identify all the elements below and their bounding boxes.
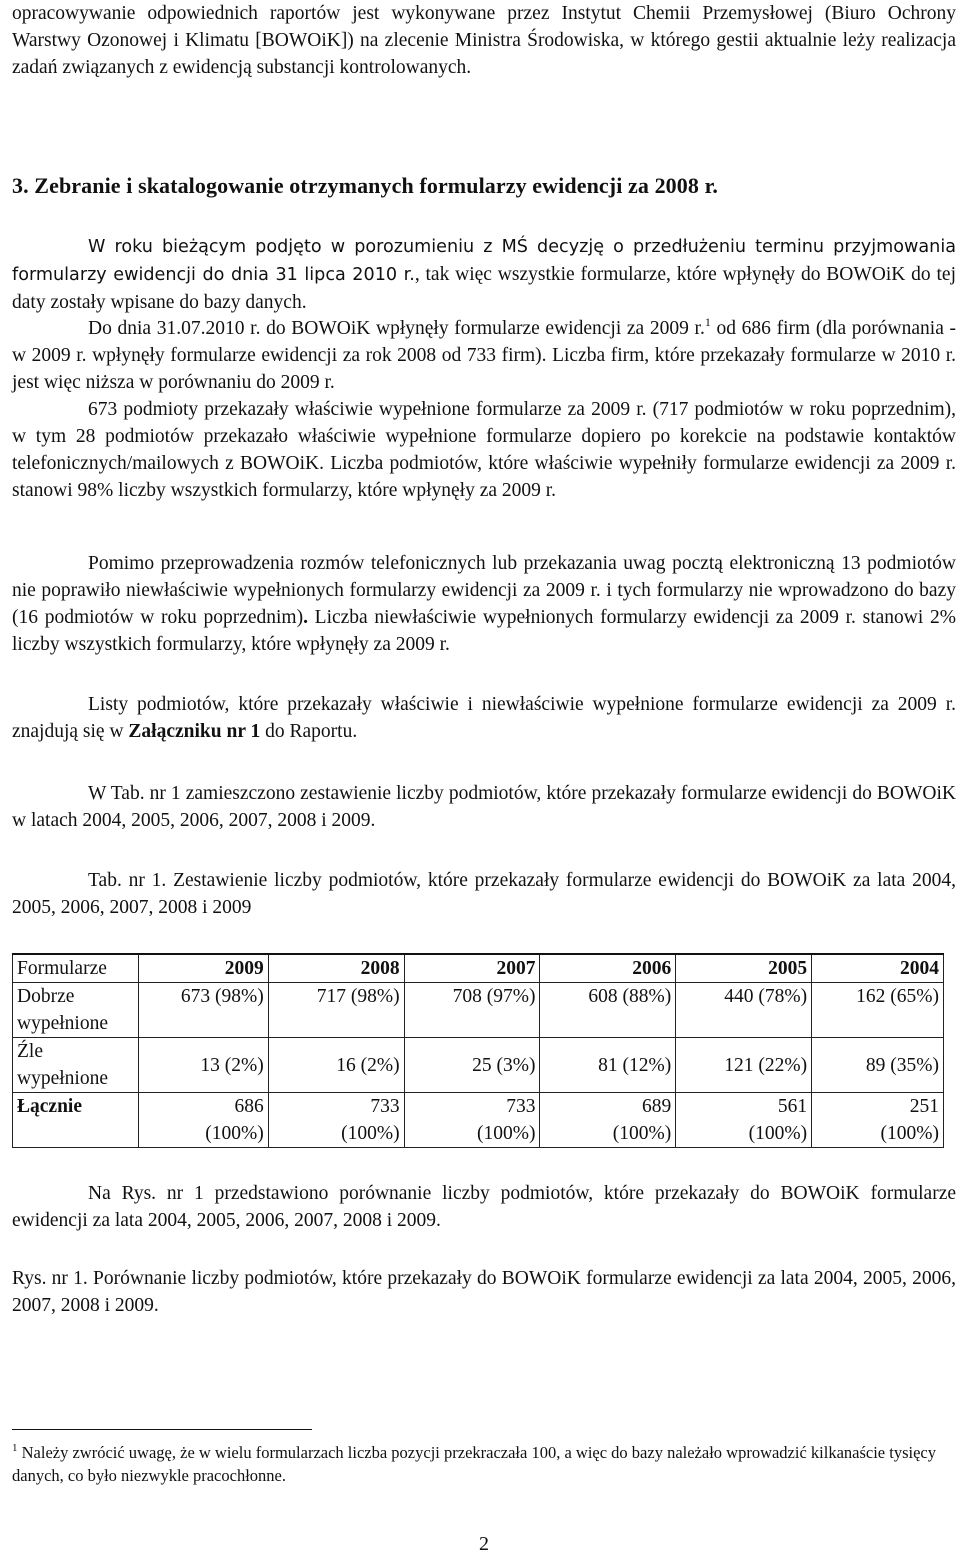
data-cell: 121 (22%) (676, 1038, 812, 1093)
footnote-number: 1 (12, 1442, 18, 1454)
total-percent: (100%) (880, 1123, 939, 1144)
total-cell (540, 1093, 676, 1148)
incorrect-forms-paragraph (12, 550, 956, 658)
section-heading: 3. Zebranie i skatalogowanie otrzymanych formularzy ewidencji za 2008 r. (12, 173, 719, 198)
deadline-paragraph (12, 234, 956, 317)
data-cell: 162 (65%) (812, 983, 944, 1038)
total-percent: (100%) (205, 1123, 264, 1144)
row-label-line: Źle (17, 1041, 43, 1062)
count-text-part1: Do dnia 31.07.2010 r. do BOWOiK wpłynęły formularze ewidencji za 2009 r. (88, 318, 705, 339)
total-cell (404, 1093, 540, 1148)
total-count: 733 (506, 1096, 536, 1117)
year-cell: 2008 (268, 954, 404, 983)
data-cell: 608 (88%) (540, 983, 676, 1038)
footnote-text: Należy zwrócić uwagę, że w wielu formularzach liczba pozycji przekraczała 100, a więc do bazy należało wprowadzić kilkanaście tysięcy danych, co było niezwykle pracochłonne. (12, 1443, 936, 1485)
total-label-cell: Łącznie (13, 1093, 139, 1148)
data-cell: 89 (35%) (812, 1038, 944, 1093)
data-cell: 440 (78%) (676, 983, 812, 1038)
table-row (13, 1038, 944, 1093)
incorrect-text-part2: Liczba niewłaściwie wypełnionych formularzy ewidencji za 2009 r. stanowi 2% liczby wszystkich formularzy, które wpłynęły za 2009 r. (12, 607, 956, 655)
figure-caption: Rys. nr 1. Porównanie liczby podmiotów, które przekazały do BOWOiK formularze ewidencji za lata 2004, 2005, 2006, 2007, 2008 i 2009. (12, 1268, 956, 1316)
count-text-part2: od 686 firm (dla porównania - w 2009 r. wpłynęły formularze ewidencji za rok 2008 od 733 firm). Liczba firm, które przekazały formularze w 2010 r. jest więc niższa w porównaniu do 2009 r. (12, 318, 957, 393)
total-count: 561 (777, 1096, 808, 1117)
table-header-row (13, 954, 944, 983)
table-caption: Tab. nr 1. Zestawienie liczby podmiotów, które przekazały formularze ewidencji do BOWOiK za lata 2004, 2005, 2006, 2007, 2008 i 2009 (12, 870, 956, 918)
data-cell: 673 (98%) (138, 983, 268, 1038)
total-cell (138, 1093, 268, 1148)
total-count: 689 (642, 1096, 672, 1117)
footnote-ref: 1 (704, 315, 711, 329)
row-label-line: Dobrze (17, 986, 75, 1007)
total-cell (268, 1093, 404, 1148)
count-paragraph (12, 315, 956, 396)
total-percent: (100%) (341, 1123, 400, 1144)
table-row (13, 983, 944, 1038)
forms-table (12, 953, 944, 1148)
year-cell: 2004 (812, 954, 944, 983)
year-cell: 2006 (540, 954, 676, 983)
total-percent: (100%) (476, 1123, 536, 1144)
row-label-cell (13, 983, 139, 1038)
total-count: 733 (370, 1096, 400, 1117)
incorrect-bold-dot: . (303, 607, 308, 628)
table-total-row (13, 1093, 944, 1148)
page-number: 2 (479, 1533, 489, 1555)
total-cell (812, 1093, 944, 1148)
data-cell: 13 (2%) (138, 1038, 268, 1093)
data-cell: 16 (2%) (268, 1038, 404, 1093)
year-cell: 2009 (138, 954, 268, 983)
header-label-cell: Formularze (13, 954, 139, 983)
intro-paragraph: opracowywanie odpowiednich raportów jest wykonywane przez Instytut Chemii Przemysłowej (Biuro Ochrony Warstwy Ozonowej i Klimatu [BOWOiK]) na zlecenie Ministra Środowiska, w którego gestii aktualnie leży realizacja zadań związanych z ewidencją substancji kontrolowanych. (12, 3, 956, 78)
data-cell: 708 (97%) (404, 983, 540, 1038)
total-count: 251 (909, 1096, 939, 1117)
lists-text-part2: do Raportu. (260, 721, 358, 742)
attachment-reference: Załączniku nr 1 (128, 721, 261, 742)
row-label-line: wypełnione (17, 1068, 108, 1089)
incorrect-text-part1: Pomimo przeprowadzenia rozmów telefonicznych lub przekazania uwag pocztą elektroniczną 13 podmiotów nie poprawiło niewłaściwie wypełnionych formularzy ewidencji za 2009 r. i tych formularzy nie wprowadzono do bazy (16 podmiotów w roku poprzednim) (12, 553, 956, 628)
row-label-cell (13, 1038, 139, 1093)
footnote (12, 1441, 956, 1487)
total-count: 686 (234, 1096, 264, 1117)
deadline-text-part1: W roku bieżącym podjęto w porozumieniu z MŚ decyzję o przedłużeniu terminu przyjmowania formularzy ewidencji do dnia 31 lipca 2010 r. (12, 237, 956, 285)
total-cell (676, 1093, 812, 1148)
year-cell: 2005 (676, 954, 812, 983)
row-label-line: wypełnione (17, 1013, 108, 1034)
lists-paragraph (12, 691, 956, 745)
data-cell: 717 (98%) (268, 983, 404, 1038)
deadline-text-part2: , tak więc wszystkie formularze, które wpłynęły do BOWOiK do tej daty zostały wpisane do bazy danych. (12, 264, 956, 313)
data-cell: 25 (3%) (404, 1038, 540, 1093)
footnote-divider (12, 1429, 312, 1430)
correct-forms-paragraph: 673 podmioty przekazały właściwie wypełnione formularze za 2009 r. (717 podmiotów w roku poprzednim), w tym 28 podmiotów przekazało właściwie wypełnione formularze dopiero po korekcie na podstawie kontaktów telefonicznych/mailowych z BOWOiK. Liczba podmiotów, które właściwie wypełniły formularze ewidencji za 2009 r. stanowi 98% liczby wszystkich formularzy, które wpłynęły za 2009 r. (12, 399, 956, 501)
figure-intro-paragraph: Na Rys. nr 1 przedstawiono porównanie liczby podmiotów, które przekazały do BOWOiK formularze ewidencji za lata 2004, 2005, 2006, 2007, 2008 i 2009. (12, 1183, 956, 1231)
total-percent: (100%) (748, 1123, 808, 1144)
lists-text-part1: Listy podmiotów, które przekazały właściwie i niewłaściwie wypełnione formularze ewidencji za 2009 r. znajdują się w (12, 694, 956, 742)
year-cell: 2007 (404, 954, 540, 983)
data-cell: 81 (12%) (540, 1038, 676, 1093)
table-intro-paragraph: W Tab. nr 1 zamieszczono zestawienie liczby podmiotów, które przekazały formularze ewidencji do BOWOiK w latach 2004, 2005, 2006, 2007, 2008 i 2009. (12, 783, 956, 831)
total-percent: (100%) (612, 1123, 672, 1144)
